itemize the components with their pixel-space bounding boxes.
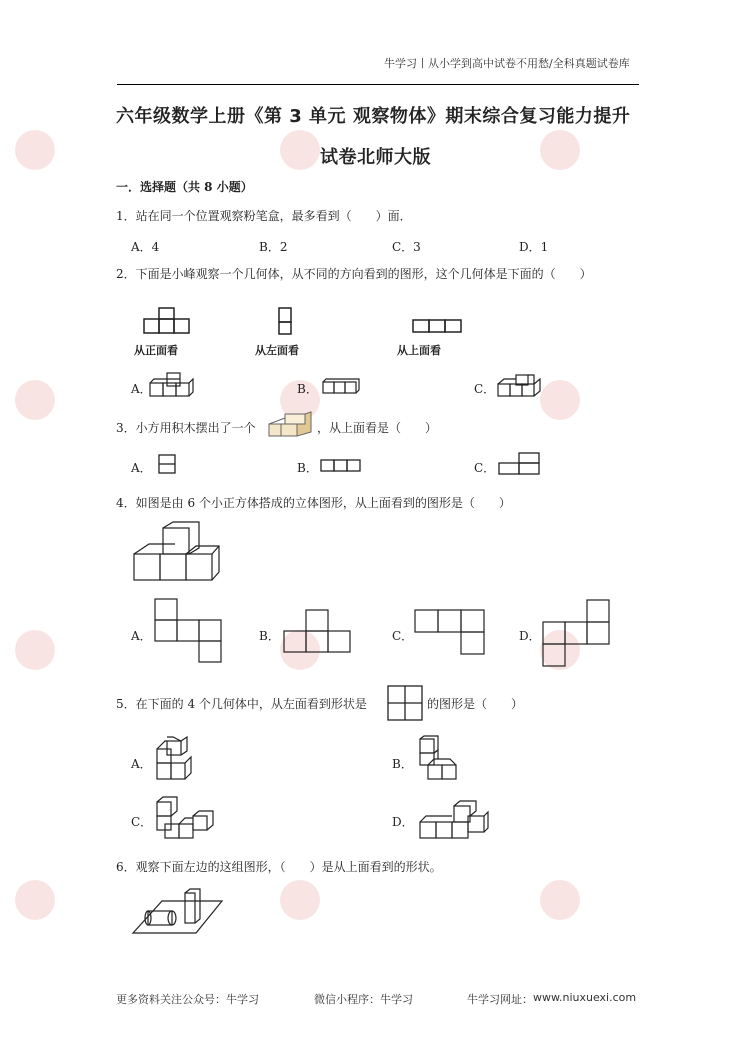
- q4-option-c-figure[interactable]: [414, 609, 488, 659]
- q1-option-c[interactable]: C．3: [392, 240, 421, 254]
- q5-option-b-figure[interactable]: [416, 735, 460, 789]
- footer-mini-program: 微信小程序：牛学习: [314, 993, 413, 1006]
- question-6-stem: 6．观察下面左边的这组图形，（ ）是从上面看到的形状。: [116, 860, 442, 874]
- q5-left-view-figure: [387, 685, 425, 723]
- page-title-line2: 试卷北师大版: [320, 147, 431, 168]
- q2-option-c-figure[interactable]: [496, 372, 548, 400]
- q4-solid-figure: [131, 522, 231, 592]
- footer-public-account: 更多资料关注公众号：牛学习: [116, 993, 259, 1006]
- q5-option-c-figure[interactable]: [153, 796, 215, 846]
- q2-top-view-figure: [412, 318, 464, 334]
- q1-option-d[interactable]: D．1: [519, 240, 549, 254]
- q5-option-a[interactable]: A．: [131, 757, 152, 771]
- q5-option-b[interactable]: B．: [392, 757, 413, 771]
- q1-option-b[interactable]: B．2: [259, 240, 288, 254]
- q4-option-a-figure[interactable]: [154, 598, 226, 666]
- q2-option-a-figure[interactable]: [148, 369, 198, 399]
- q4-option-d-figure[interactable]: [542, 599, 614, 669]
- q4-option-c[interactable]: C．: [392, 629, 414, 643]
- q3-option-b[interactable]: B．: [297, 461, 318, 475]
- q5-option-d[interactable]: D．: [392, 815, 414, 829]
- q3-blocks-figure: [267, 412, 315, 438]
- q3-option-b-figure[interactable]: [320, 459, 364, 473]
- footer-website-link[interactable]: www.niuxuexi.com: [533, 991, 637, 1004]
- section-heading: 一．选择题（共 8 小题）: [116, 180, 253, 194]
- question-5-stem-before: 5．在下面的 4 个几何体中，从左面看到形状是: [116, 697, 367, 711]
- q3-option-a-figure[interactable]: [158, 454, 178, 476]
- q2-front-view-figure: [143, 307, 203, 337]
- q2-view-label-left: 从左面看: [255, 344, 299, 357]
- q6-figure: [132, 887, 224, 937]
- q2-option-a[interactable]: A．: [131, 382, 152, 396]
- header-tagline: 牛学习丨从小学到高中试卷不用愁/全科真题试卷库: [384, 57, 630, 70]
- question-4-stem: 4．如图是由 6 个小正方体搭成的立体图形，从上面看到的图形是（ ）: [116, 496, 511, 510]
- q2-option-b-figure[interactable]: [322, 378, 362, 396]
- q5-option-a-figure[interactable]: [155, 735, 199, 785]
- q4-option-b-figure[interactable]: [283, 609, 353, 655]
- q2-left-view-figure: [276, 305, 296, 337]
- q3-option-a[interactable]: A．: [131, 461, 152, 475]
- q4-option-a[interactable]: A．: [131, 629, 152, 643]
- q5-option-c[interactable]: C．: [131, 815, 153, 829]
- question-3-stem-after: ，从上面看是（ ）: [317, 421, 438, 435]
- page-title-line1: 六年级数学上册《第 3 单元 观察物体》期末综合复习能力提升: [116, 106, 631, 127]
- q2-option-c[interactable]: C．: [474, 382, 496, 396]
- q3-option-c-figure[interactable]: [498, 452, 542, 476]
- q4-option-d[interactable]: D．: [519, 629, 541, 643]
- q4-option-b[interactable]: B．: [259, 629, 280, 643]
- question-1-stem: 1．站在同一个位置观察粉笔盒，最多看到（ ）面．: [116, 209, 412, 223]
- q1-option-a[interactable]: A．4: [131, 240, 160, 254]
- question-3-stem-before: 3．小方用积木摆出了一个: [116, 421, 256, 435]
- question-2-stem: 2．下面是小峰观察一个几何体，从不同的方向看到的图形，这个几何体是下面的（ ）: [116, 267, 592, 281]
- footer-website-label: 牛学习网址：: [467, 993, 533, 1006]
- q2-option-b[interactable]: B．: [297, 382, 318, 396]
- q2-view-label-front: 从正面看: [134, 344, 178, 357]
- q5-option-d-figure[interactable]: [416, 800, 492, 844]
- q2-view-label-top: 从上面看: [397, 344, 441, 357]
- q3-option-c[interactable]: C．: [474, 461, 496, 475]
- header-rule: [117, 84, 639, 85]
- question-5-stem-after: 的图形是（ ）: [427, 697, 524, 711]
